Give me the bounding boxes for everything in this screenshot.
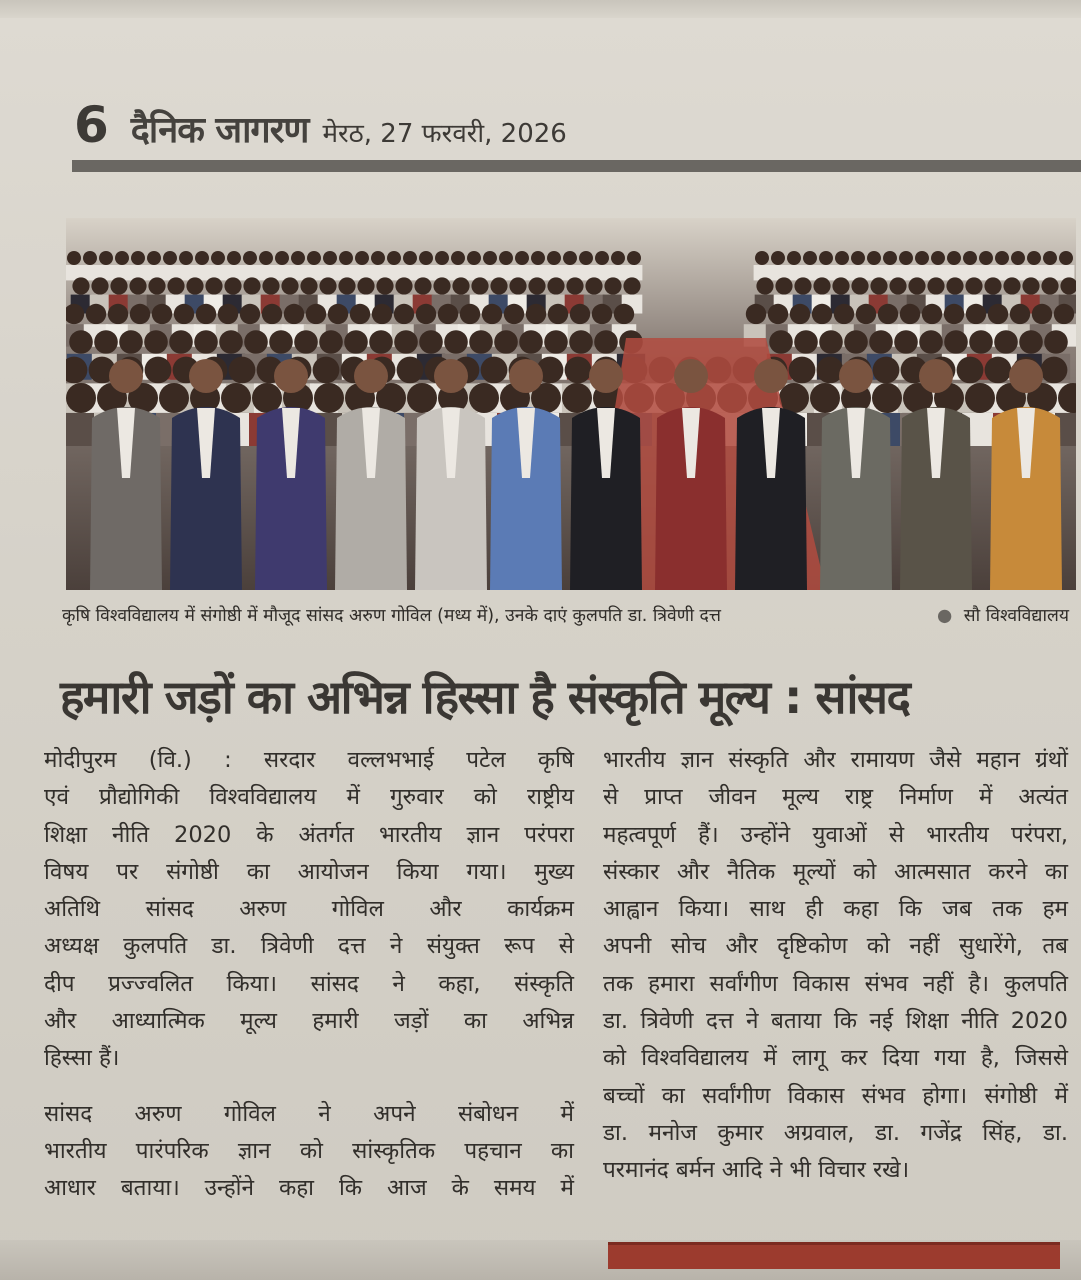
audience-head	[1010, 304, 1030, 324]
article-line: अध्यक्ष कुलपति डा. त्रिवेणी दत्त ने संयुक्त रूप से	[44, 933, 574, 960]
audience-head	[547, 277, 564, 294]
audience-head	[509, 277, 526, 294]
audience-head	[812, 304, 832, 324]
audience-head	[414, 277, 431, 294]
bullet-icon: ●	[936, 606, 953, 626]
audience-head	[614, 304, 634, 324]
audience-head	[787, 251, 801, 265]
audience-head	[803, 251, 817, 265]
audience-head	[927, 277, 944, 294]
audience-head	[469, 383, 499, 413]
audience-head	[319, 330, 343, 354]
audience-head	[931, 251, 945, 265]
audience-head	[169, 330, 193, 354]
audience-head	[419, 330, 443, 354]
audience-head	[851, 251, 865, 265]
audience-head	[771, 251, 785, 265]
article-line: डा. त्रिवेणी दत्त ने बताया कि नई शिक्षा नीति 2020	[603, 1008, 1068, 1035]
next-article-band	[608, 1242, 1060, 1269]
audience-head	[873, 357, 900, 384]
front-person-head	[109, 359, 143, 393]
audience-head	[147, 251, 161, 265]
audience-head	[224, 277, 241, 294]
audience-head	[110, 277, 127, 294]
audience-head	[965, 277, 982, 294]
audience-head	[528, 277, 545, 294]
front-person-head	[589, 359, 623, 393]
audience-head	[394, 304, 414, 324]
audience-head	[794, 330, 818, 354]
audience-head	[482, 304, 502, 324]
audience-head	[83, 251, 97, 265]
masthead-rule	[72, 160, 1081, 172]
audience-head	[108, 304, 128, 324]
audience-head	[565, 357, 592, 384]
article-line: अपनी सोच और दृष्टिकोण को नहीं सुधारेंगे, तब	[603, 933, 1068, 960]
audience-head	[355, 251, 369, 265]
audience-head	[94, 330, 118, 354]
audience-head	[870, 277, 887, 294]
audience-head	[579, 251, 593, 265]
audience-head	[338, 277, 355, 294]
article-line: संस्कार और नैतिक मूल्यों को आत्मसात करने का	[603, 858, 1068, 885]
audience-head	[569, 330, 593, 354]
article-line: भारतीय पारंपरिक ज्ञान को सांस्कृतिक पहचान का	[44, 1137, 574, 1164]
audience-head	[481, 357, 508, 384]
audience-head	[344, 330, 368, 354]
audience-head	[269, 330, 293, 354]
audience-head	[1043, 251, 1057, 265]
audience-head	[755, 251, 769, 265]
audience-head	[339, 251, 353, 265]
audience-head	[810, 383, 840, 413]
audience-head	[99, 251, 113, 265]
audience-head	[499, 251, 513, 265]
front-person-head	[274, 359, 308, 393]
front-person-head	[189, 359, 223, 393]
audience-head	[623, 277, 640, 294]
audience-head	[72, 277, 89, 294]
audience-head	[376, 277, 393, 294]
audience-head	[819, 251, 833, 265]
audience-head	[570, 304, 590, 324]
audience-head	[252, 383, 282, 413]
audience-head	[244, 330, 268, 354]
audience-head	[452, 277, 469, 294]
audience-head	[243, 277, 260, 294]
audience-head	[965, 383, 995, 413]
audience-head	[1041, 277, 1058, 294]
audience-head	[159, 383, 189, 413]
front-person-head	[754, 359, 788, 393]
article-line: आह्वान किया। साथ ही कहा कि जब तक हम	[603, 896, 1068, 923]
article-line: और आध्यात्मिक मूल्य हमारी जड़ों का अभिन्न	[44, 1008, 574, 1035]
audience-head	[627, 251, 641, 265]
audience-head	[519, 330, 543, 354]
audience-head	[883, 251, 897, 265]
audience-head	[919, 330, 943, 354]
audience-head	[1059, 251, 1073, 265]
front-person-head	[674, 359, 708, 393]
audience-head	[1022, 277, 1039, 294]
audience-head	[856, 304, 876, 324]
audience-head	[372, 304, 392, 324]
audience-head	[179, 251, 193, 265]
audience-head	[915, 251, 929, 265]
audience-head	[813, 277, 830, 294]
audience-head	[294, 330, 318, 354]
audience-head	[438, 304, 458, 324]
audience-head	[790, 304, 810, 324]
audience-head	[899, 251, 913, 265]
audience-head	[483, 251, 497, 265]
audience-head	[562, 383, 592, 413]
audience-head	[395, 277, 412, 294]
audience-head	[1044, 330, 1068, 354]
audience-head	[350, 304, 370, 324]
audience-head	[433, 277, 450, 294]
audience-head	[1041, 357, 1068, 384]
article-line: आधार बताया। उन्होंने कहा कि आज के समय में	[44, 1175, 574, 1202]
audience-head	[869, 330, 893, 354]
audience-head	[851, 277, 868, 294]
audience-head	[262, 304, 282, 324]
audience-head	[194, 330, 218, 354]
audience-head	[794, 277, 811, 294]
article-column-right	[603, 742, 1068, 1190]
audience-head	[531, 251, 545, 265]
paragraph-gap	[44, 1078, 574, 1096]
audience-head	[67, 251, 81, 265]
audience-head	[419, 251, 433, 265]
audience-head	[471, 277, 488, 294]
audience-head	[789, 357, 816, 384]
audience-head	[240, 304, 260, 324]
audience-head	[611, 251, 625, 265]
audience-head	[91, 277, 108, 294]
audience-head	[894, 330, 918, 354]
article-line: भारतीय ज्ञान संस्कृति और रामायण जैसे महान ग्रंथों	[603, 747, 1068, 773]
audience-head	[1054, 304, 1074, 324]
audience-head	[490, 277, 507, 294]
front-person-head	[1009, 359, 1043, 393]
audience-head	[148, 277, 165, 294]
audience-head	[314, 383, 344, 413]
audience-head	[387, 251, 401, 265]
audience-head	[585, 277, 602, 294]
audience-head	[526, 304, 546, 324]
audience-head	[145, 357, 172, 384]
audience-head	[595, 251, 609, 265]
audience-head	[357, 277, 374, 294]
group-photo	[66, 218, 1076, 590]
audience-head	[205, 277, 222, 294]
audience-head	[878, 304, 898, 324]
audience-head	[69, 330, 93, 354]
audience-head	[403, 251, 417, 265]
article-line: तक हमारा सर्वांगीण विकास संभव नहीं है। कुलपति	[603, 970, 1068, 997]
audience-head	[769, 330, 793, 354]
audience-head	[966, 304, 986, 324]
article-line: एवं प्रौद्योगिकी विश्वविद्यालय में गुरुवार को राष्ट्रीय	[44, 784, 574, 811]
audience-head	[985, 357, 1012, 384]
article-line: सांसद अरुण गोविल ने अपने संबोधन में	[44, 1100, 574, 1127]
audience-head	[544, 330, 568, 354]
audience-head	[467, 251, 481, 265]
audience-head	[131, 251, 145, 265]
article-column-left	[44, 742, 574, 1208]
audience-head	[115, 251, 129, 265]
audience-head	[469, 330, 493, 354]
audience-head	[262, 277, 279, 294]
audience-head	[300, 277, 317, 294]
audience-head	[371, 251, 385, 265]
front-person-head	[839, 359, 873, 393]
audience-head	[284, 304, 304, 324]
audience-head	[227, 251, 241, 265]
audience-head	[1032, 304, 1052, 324]
audience-head	[1027, 251, 1041, 265]
article-line: से प्राप्त जीवन मूल्य राष्ट्र निर्माण में अत्यंत	[603, 784, 1068, 811]
audience-head	[407, 383, 437, 413]
audience-head	[908, 277, 925, 294]
audience-head	[775, 277, 792, 294]
audience-head	[889, 277, 906, 294]
audience-head	[319, 277, 336, 294]
article-line: अतिथि सांसद अरुण गोविल और कार्यक्रम	[44, 896, 574, 923]
audience-head	[746, 304, 766, 324]
audience-head	[494, 330, 518, 354]
audience-head	[306, 304, 326, 324]
audience-head	[275, 251, 289, 265]
audience-head	[963, 251, 977, 265]
audience-head	[994, 330, 1018, 354]
audience-head	[218, 304, 238, 324]
audience-head	[900, 304, 920, 324]
audience-head	[832, 277, 849, 294]
audience-head	[451, 251, 465, 265]
article-line: बच्चों का सर्वांगीण विकास संभव होगा। संगोष्ठी में	[603, 1082, 1068, 1109]
article-line: दीप प्रज्ज्वलित किया। सांसद ने कहा, संस्कृति	[44, 970, 574, 997]
article-paragraph-3	[603, 742, 1068, 1190]
audience-head	[416, 304, 436, 324]
audience-head	[196, 304, 216, 324]
top-edge	[0, 0, 1081, 18]
front-person-head	[919, 359, 953, 393]
article-line: विषय पर संगोष्ठी का आयोजन किया गया। मुख्य	[44, 858, 574, 885]
audience-head	[323, 251, 337, 265]
audience-head	[756, 277, 773, 294]
audience-head	[163, 251, 177, 265]
audience-head	[984, 277, 1001, 294]
article-line: परमानंद बर्मन आदि ने भी विचार रखे।	[603, 1157, 910, 1184]
headline: हमारी जड़ों का अभिन्न हिस्सा है संस्कृति मूल्य : सांसद	[60, 670, 910, 724]
audience-head	[844, 330, 868, 354]
front-person-head	[434, 359, 468, 393]
audience-head	[947, 251, 961, 265]
masthead	[74, 96, 567, 160]
audience-head	[130, 304, 150, 324]
audience-head	[944, 304, 964, 324]
audience-head	[969, 330, 993, 354]
photo-credit: सौ विश्वविद्यालय	[963, 606, 1069, 626]
audience-head	[946, 277, 963, 294]
audience-head	[1019, 330, 1043, 354]
audience-head	[460, 304, 480, 324]
audience-head	[167, 277, 184, 294]
article-line: महत्वपूर्ण हैं। उन्होंने युवाओं से भारतीय परंपरा,	[603, 821, 1068, 848]
audience-head	[515, 251, 529, 265]
article-paragraph-1	[44, 742, 574, 1078]
audience-head	[307, 251, 321, 265]
audience-head	[129, 277, 146, 294]
audience-head	[834, 304, 854, 324]
front-person-head	[354, 359, 388, 393]
audience-head	[195, 251, 209, 265]
caption-text: कृषि विश्वविद्यालय में संगोष्ठी में मौजूद सांसद अरुण गोविल (मध्य में), उनके दाएं कुलपति डा. त्रिवेणी दत्त	[62, 606, 721, 626]
page-number: 6	[74, 96, 109, 154]
audience-head	[604, 277, 621, 294]
audience-head	[867, 251, 881, 265]
audience-head	[186, 277, 203, 294]
audience-head	[229, 357, 256, 384]
audience-head	[397, 357, 424, 384]
audience-head	[219, 330, 243, 354]
audience-head	[281, 277, 298, 294]
audience-head	[547, 251, 561, 265]
audience-head	[313, 357, 340, 384]
audience-head	[957, 357, 984, 384]
audience-head	[566, 277, 583, 294]
audience-head	[119, 330, 143, 354]
audience-head	[291, 251, 305, 265]
audience-head	[435, 251, 449, 265]
article-line: हिस्सा हैं।	[44, 1045, 120, 1072]
photo-credit-wrap	[931, 603, 1069, 627]
audience-head	[152, 304, 172, 324]
audience-head	[66, 383, 96, 413]
audience-head	[768, 304, 788, 324]
audience-head	[594, 330, 618, 354]
front-person-head	[509, 359, 543, 393]
audience-head	[211, 251, 225, 265]
audience-head	[1003, 277, 1020, 294]
dateline: मेरठ, 27 फरवरी, 2026	[322, 119, 567, 149]
photo-caption	[62, 603, 1077, 627]
article-paragraph-2	[44, 1096, 574, 1208]
audience-head	[444, 330, 468, 354]
audience-head	[835, 251, 849, 265]
audience-head	[1011, 251, 1025, 265]
audience-head	[922, 304, 942, 324]
audience-head	[995, 251, 1009, 265]
article-line: मोदीपुरम (वि.) : सरदार वल्लभभाई पटेल कृषि	[44, 747, 574, 773]
article-line: को विश्वविद्यालय में लागू कर दिया गया है, जिससे	[603, 1045, 1068, 1072]
audience-head	[592, 304, 612, 324]
paper-name: दैनिक जागरण	[130, 110, 309, 151]
audience-head	[259, 251, 273, 265]
audience-head	[548, 304, 568, 324]
audience-head	[944, 330, 968, 354]
article-line: डा. मनोज कुमार अग्रवाल, डा. गजेंद्र सिंह, डा.	[603, 1119, 1068, 1146]
audience-head	[369, 330, 393, 354]
audience-head	[872, 383, 902, 413]
audience-head	[86, 304, 106, 324]
audience-head	[243, 251, 257, 265]
audience-head	[394, 330, 418, 354]
audience-head	[979, 251, 993, 265]
audience-head	[563, 251, 577, 265]
article-line: शिक्षा नीति 2020 के अंतर्गत भारतीय ज्ञान परंपरा	[44, 821, 574, 848]
audience-head	[144, 330, 168, 354]
audience-head	[988, 304, 1008, 324]
audience-head	[504, 304, 524, 324]
audience-head	[174, 304, 194, 324]
audience-head	[819, 330, 843, 354]
audience-head	[328, 304, 348, 324]
group-photo-illustration	[66, 218, 1076, 590]
audience-head	[221, 383, 251, 413]
